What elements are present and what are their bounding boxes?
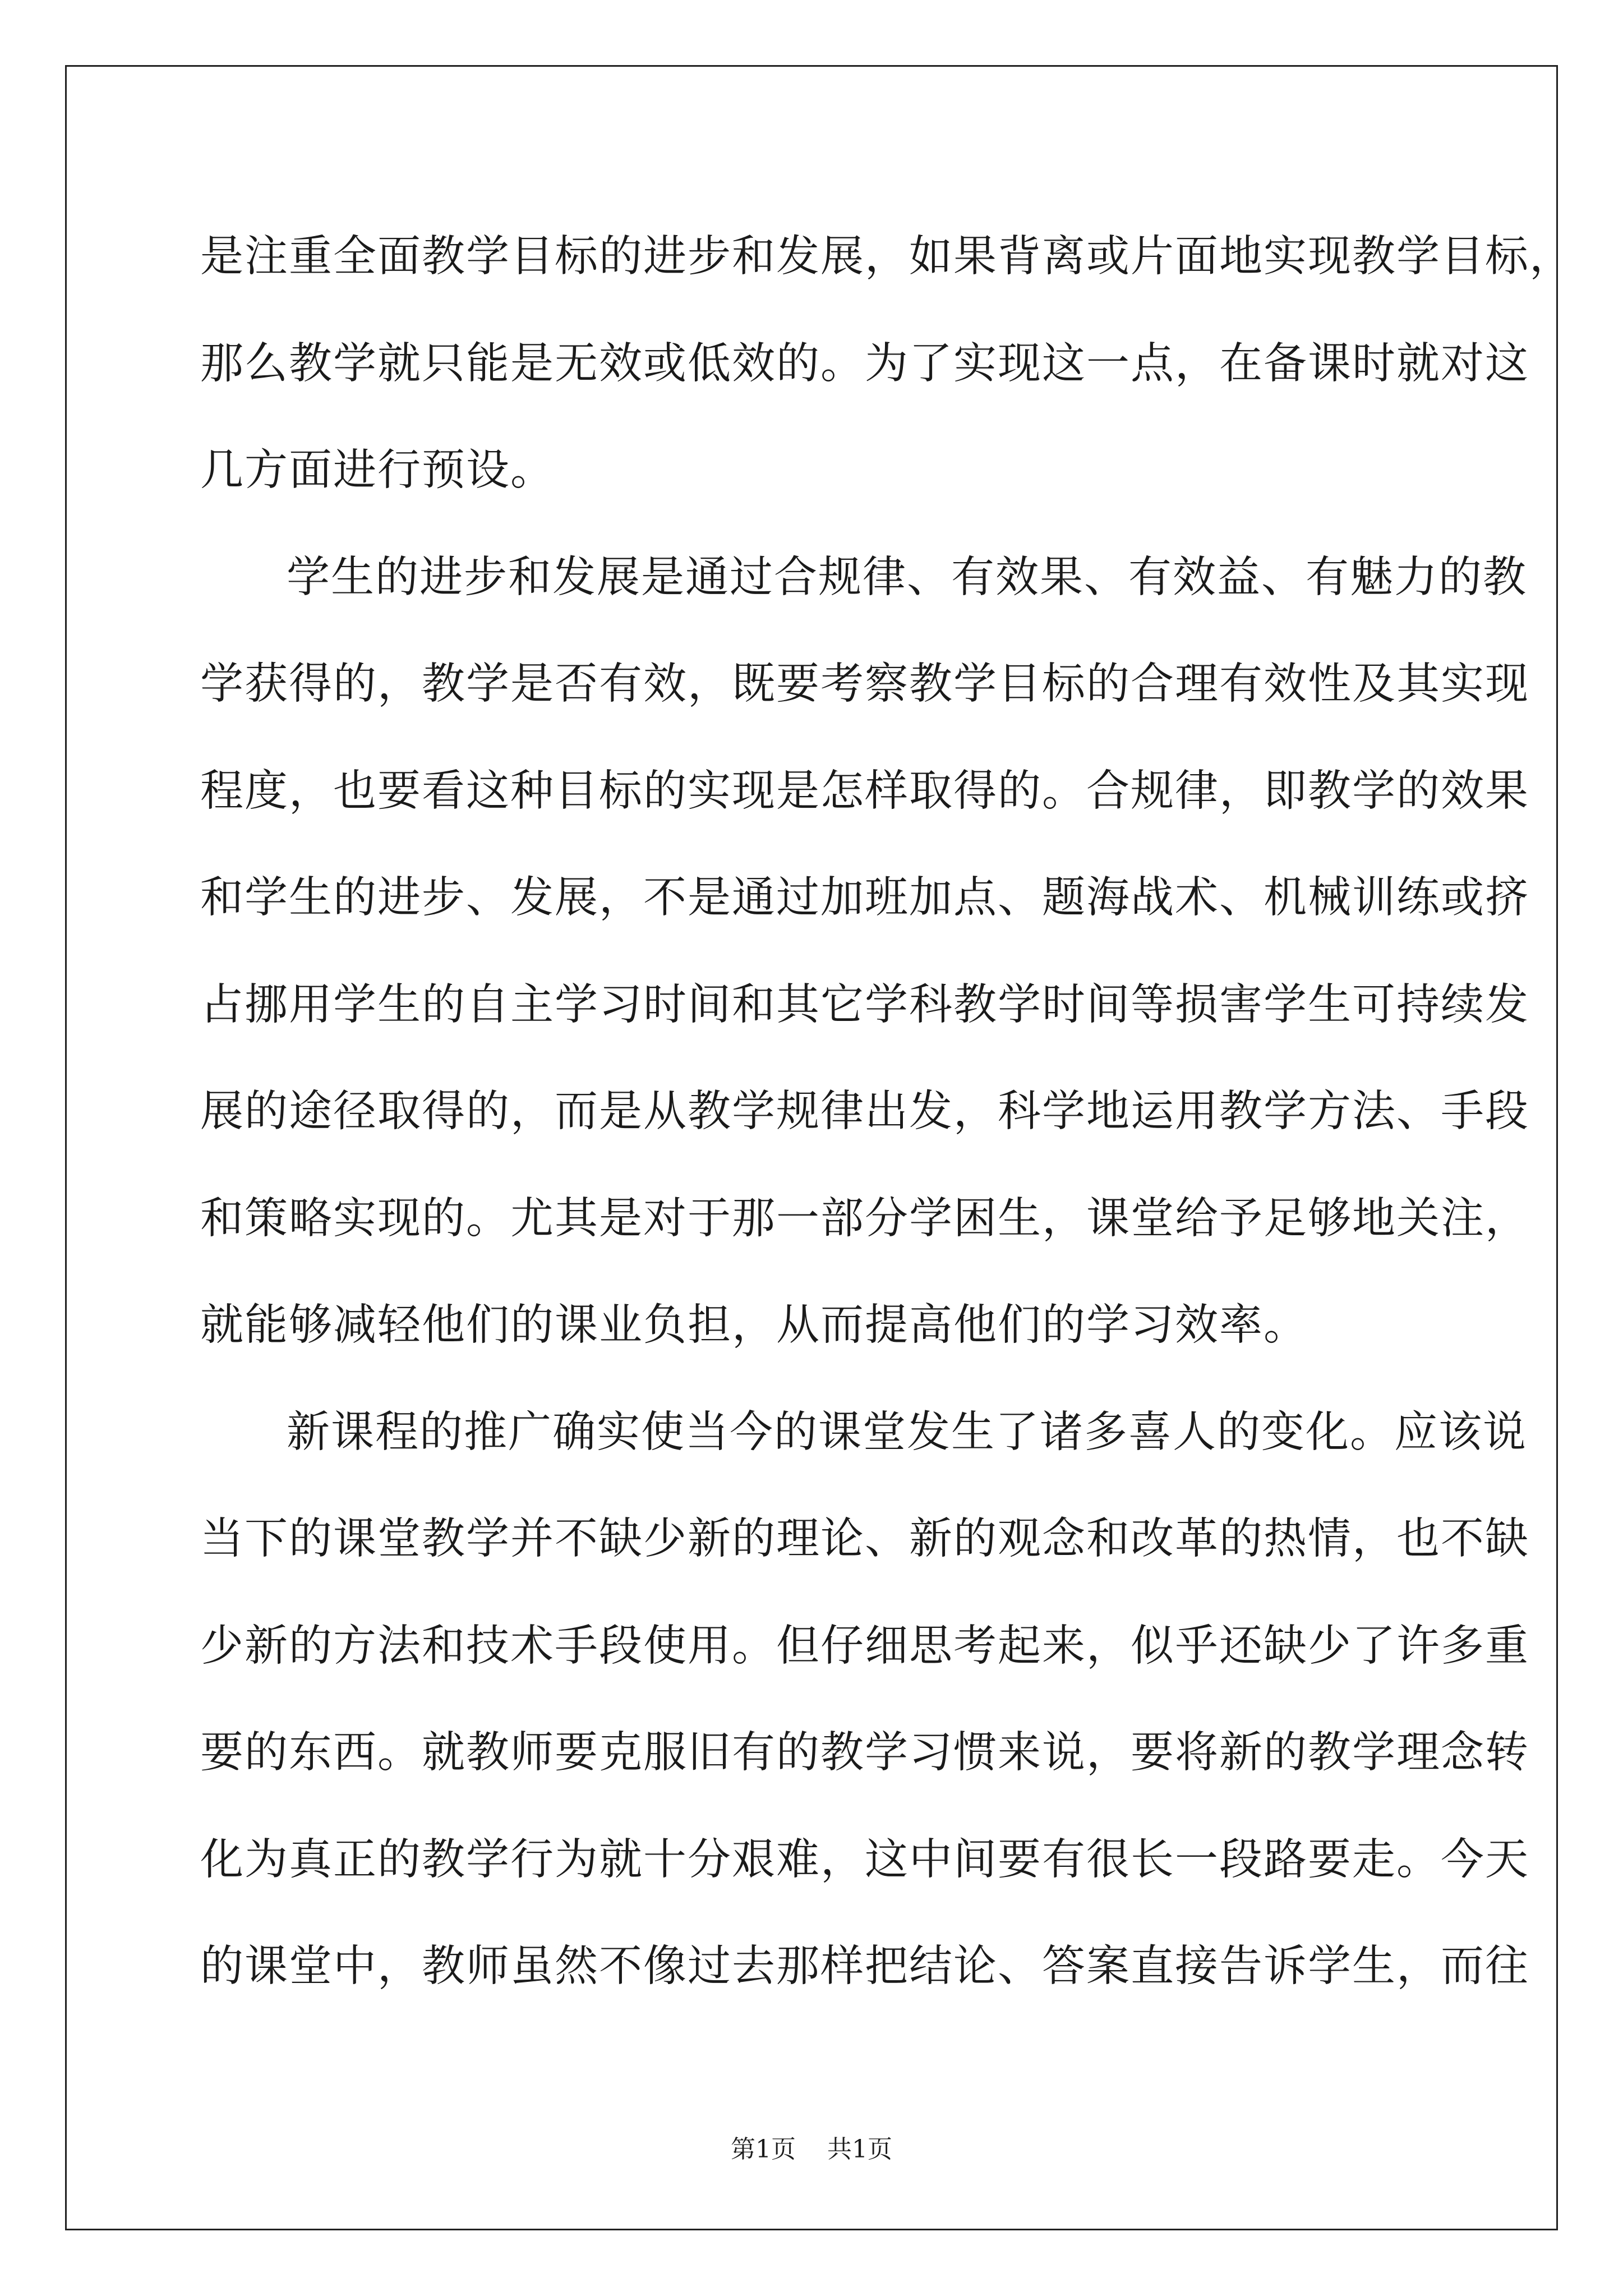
text-line: 是注重全面教学目标的进步和发展，如果背离或片面地实现教学目标， — [200, 232, 1574, 282]
text-line: 和学生的进步、发展，不是通过加班加点、题海战术、机械训练或挤 — [200, 873, 1529, 923]
text-line: 化为真正的教学行为就十分艰难，这中间要有很长一段路要走。今天 — [200, 1834, 1529, 1885]
page-number-total: 共1页 — [827, 2135, 892, 2164]
text-line: 占挪用学生的自主学习时间和其它学科教学时间等损害学生可持续发 — [200, 979, 1529, 1030]
text-line: 和策略实现的。尤其是对于那一部分学困生，课堂给予足够地关注， — [200, 1193, 1529, 1244]
text-line: 少新的方法和技术手段使用。但仔细思考起来，似乎还缺少了许多重 — [200, 1621, 1529, 1671]
text-line: 学获得的，教学是否有效，既要考察教学目标的合理有效性及其实现 — [200, 659, 1529, 709]
text-line: 学生的进步和发展是通过合规律、有效果、有效益、有魅力的教 — [287, 552, 1527, 602]
text-line: 当下的课堂教学并不缺少新的理论、新的观念和改革的热情，也不缺 — [200, 1514, 1529, 1564]
text-line: 就能够减轻他们的课业负担，从而提高他们的学习效率。 — [200, 1300, 1308, 1350]
text-line: 新课程的推广确实使当今的课堂发生了诸多喜人的变化。应该说 — [287, 1407, 1527, 1457]
text-line: 展的途径取得的，而是从教学规律出发，科学地运用教学方法、手段 — [200, 1087, 1529, 1137]
document-body — [200, 204, 1574, 2021]
text-line: 的课堂中，教师虽然不像过去那样把结论、答案直接告诉学生，而往 — [200, 1941, 1529, 1991]
text-line: 要的东西。就教师要克服旧有的教学习惯来说，要将新的教学理念转 — [200, 1728, 1529, 1778]
text-line: 几方面进行预设。 — [200, 445, 555, 495]
text-line: 那么教学就只能是无效或低效的。为了实现这一点，在备课时就对这 — [200, 338, 1529, 389]
text-line: 程度，也要看这种目标的实现是怎样取得的。合规律，即教学的效果 — [200, 766, 1529, 816]
page-number-current: 第1页 — [731, 2135, 796, 2164]
page-footer — [0, 2129, 1623, 2165]
